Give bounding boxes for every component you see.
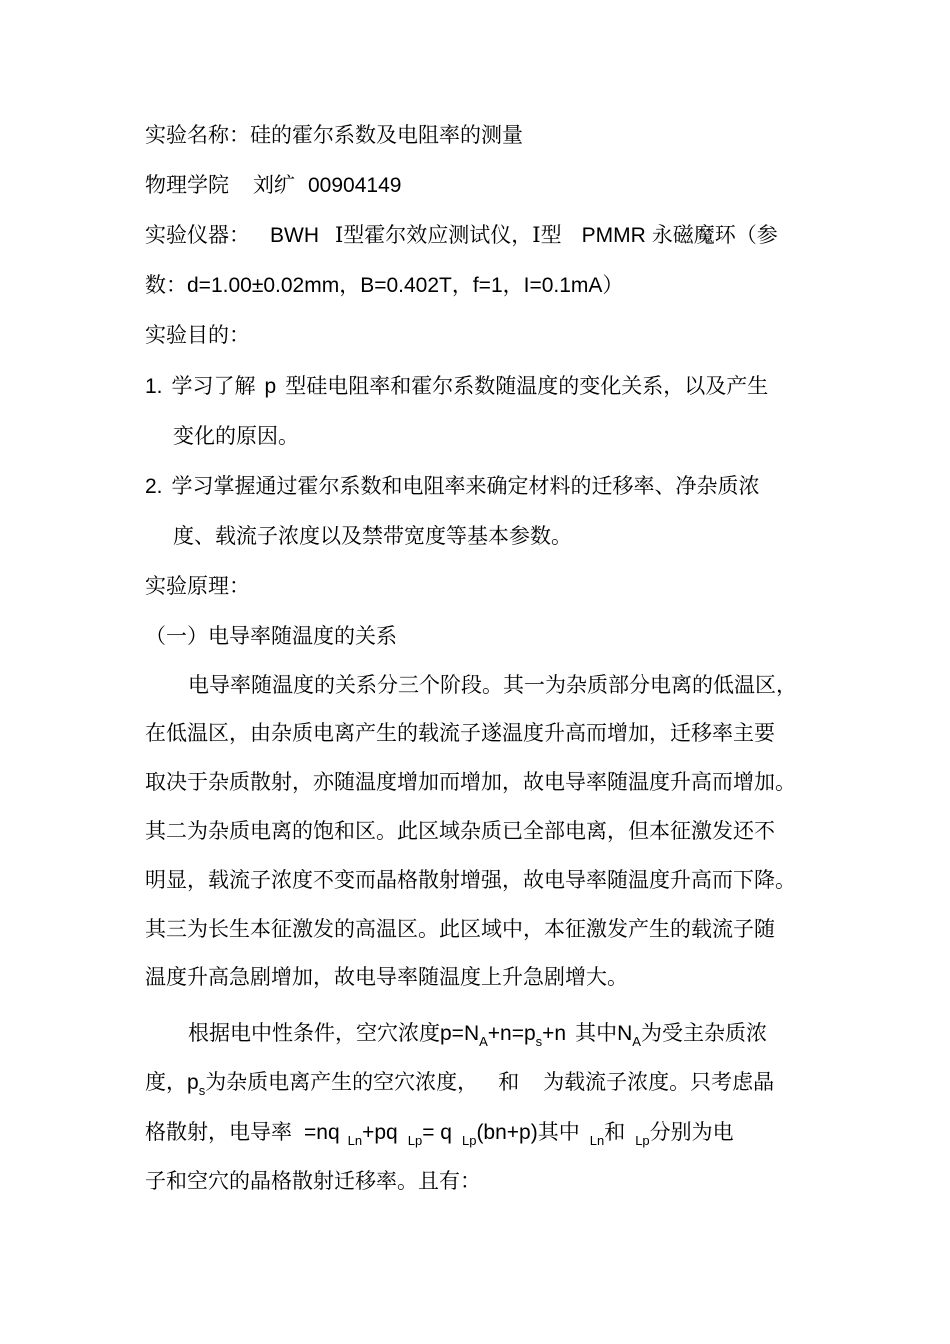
list-number: 1. (145, 375, 163, 398)
paragraph-1-line-7: 温度升高急剧增加，故电导率随温度上升急剧增大。 (145, 965, 628, 989)
principle-heading: 实验原理： (145, 574, 250, 598)
paragraph-2-line-3: 格散射，电导率 =nq $_{Ln}$+pq $_{Lp}$= q $_{Lp}$(bn+p)其中 $_{Ln}$和 $_{Lp}$分别为电 (145, 1120, 734, 1148)
purpose-item-2: 2. 学习掌握通过霍尔系数和电阻率来确定材料的迁移率、净杂质浓 (145, 474, 760, 498)
paragraph-1-line-6: 其三为长生本征激发的高温区。此区域中，本征激发产生的载流子随 (145, 917, 775, 941)
author-id: 00904149 (308, 174, 402, 197)
author-dept: 物理学院 (145, 173, 229, 197)
paragraph-2-line-2: 度，$p_s$为杂质电离产生的空穴浓度， 和 为载流子浓度。只考虑晶 (145, 1070, 775, 1098)
paragraph-1-line-3: 取决于杂质散射，亦随温度增加而增加，故电导率随温度升高而增加。 (145, 770, 796, 794)
paragraph-1-line-2: 在低温区，由杂质电离产生的载流子遂温度升高而增加，迁移率主要 (145, 721, 775, 745)
list-number: 2. (145, 475, 163, 498)
instrument-line: 实验仪器： BWH Ⅰ型霍尔效应测试仪，Ⅰ型 PMMR 永磁魔环（参 (145, 223, 778, 247)
instrument-params-line: 数：d=1.00±0.02mm，B=0.402T，f=1，I=0.1mA） (145, 273, 624, 297)
experiment-title: 实验名称：硅的霍尔系数及电阻率的测量 (145, 123, 523, 147)
paragraph-2-line-4: 子和空穴的晶格散射迁移率。且有： (145, 1169, 481, 1193)
author-line (145, 170, 401, 201)
purpose-item-1: 1. 学习了解 p 型硅电阻率和霍尔系数随温度的变化关系，以及产生 (145, 374, 769, 398)
paragraph-2-line-1: 根据电中性条件，空穴浓度$p=N_A+n=p_s+n$ 其中$N_A$为受主杂质浓 (188, 1021, 767, 1049)
author-name: 刘纩 (253, 173, 295, 197)
purpose-item-1-continuation: 变化的原因。 (173, 424, 299, 448)
paragraph-1-line-4: 其二为杂质电离的饱和区。此区域杂质已全部电离，但本征激发还不 (145, 819, 775, 843)
purpose-item-2-continuation: 度、载流子浓度以及禁带宽度等基本参数。 (173, 524, 572, 548)
section-heading-1: （一）电导率随温度的关系 (145, 624, 397, 648)
paragraph-1-line-5: 明显，载流子浓度不变而晶格散射增强，故电导率随温度升高而下降。 (145, 868, 796, 892)
purpose-heading: 实验目的： (145, 323, 250, 347)
paragraph-1-line-1: 电导率随温度的关系分三个阶段。其一为杂质部分电离的低温区， (188, 673, 797, 697)
